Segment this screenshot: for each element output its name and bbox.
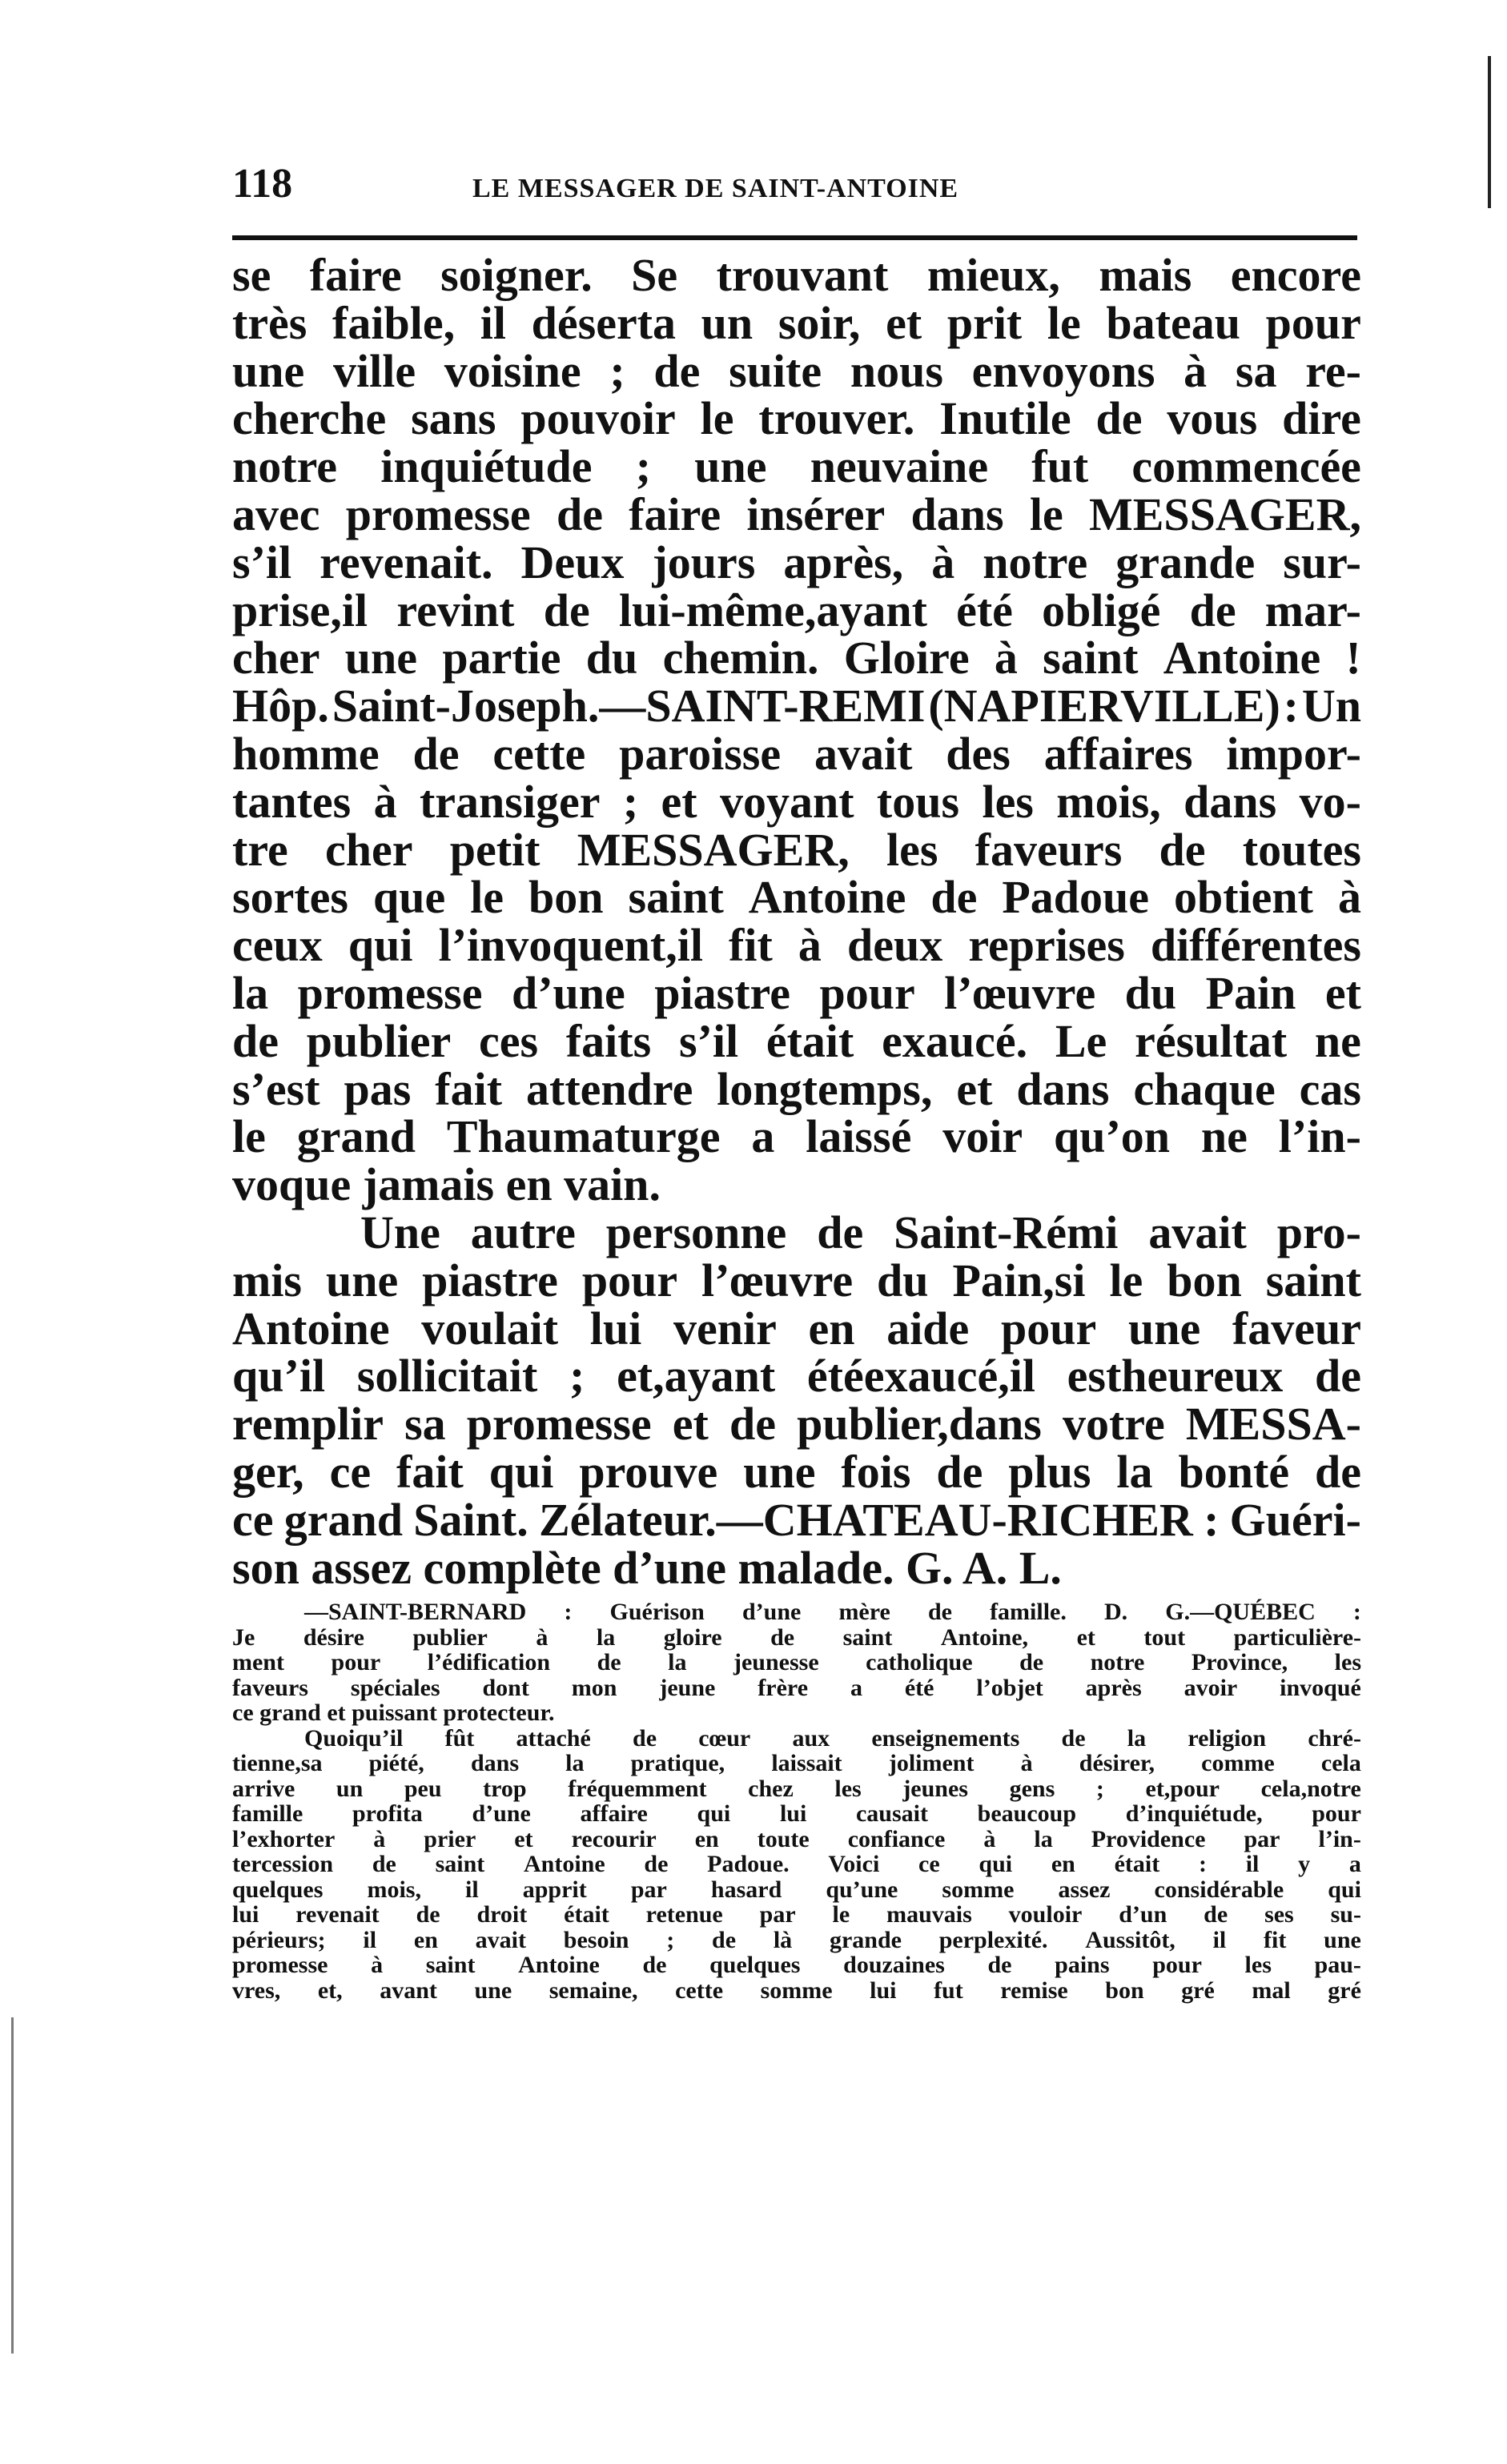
running-head <box>232 160 1361 232</box>
small-text-line: faveurs spéciales dont mon jeune frère a été l’objet après avoir invoqué <box>232 1674 1361 1701</box>
page <box>232 160 1361 2003</box>
small-text-line: —SAINT-BERNARD : Guérison d’une mère de famille. D. G.—QUÉBEC : <box>304 1599 1361 1626</box>
text-line: tre cher petit MESSAGER, les faveurs de toutes <box>232 823 1361 876</box>
text-line: s’il revenait. Deux jours après, à notre grande sur- <box>232 536 1361 588</box>
scan-edge-mark <box>1488 56 1491 208</box>
text-line: une ville voisine ; de suite nous envoyons à sa re- <box>232 344 1361 397</box>
text-line: Une autre personne de Saint-Rémi avait pro- <box>360 1206 1361 1258</box>
small-text-line: Je désire publier à la gloire de saint Antoine, et tout particulière- <box>232 1623 1361 1651</box>
small-text <box>232 1599 1361 2003</box>
small-text-line: famille profita d’une affaire qui lui causait beaucoup d’inquiétude, pour <box>232 1800 1361 1828</box>
small-text-line: lui revenait de droit était retenue par le mauvais vouloir d’un de ses su- <box>232 1901 1361 1928</box>
small-text-line: arrive un peu trop fréquemment chez les jeunes gens ; et,pour cela,notre <box>232 1775 1361 1802</box>
text-line: notre inquiétude ; une neuvaine fut commencée <box>232 440 1361 493</box>
text-line: ceux qui l’invoquent,il fit à deux reprises différentes <box>232 919 1361 972</box>
small-text-line: périeurs; il en avait besoin ; de là grande perplexité. Aussitôt, il fit une <box>232 1926 1361 1953</box>
text-line: de publier ces faits s’il était exaucé. Le résultat ne <box>232 1014 1361 1067</box>
text-line: son assez complète d’une malade. G. A. L. <box>232 1541 1062 1594</box>
small-text-line: Quoiqu’il fût attaché de cœur aux enseignements de la religion chré- <box>304 1724 1361 1752</box>
small-text-line: ment pour l’édification de la jeunesse catholique de notre Province, les <box>232 1649 1361 1676</box>
text-line: remplir sa promesse et de publier,dans votre MESSA- <box>232 1398 1361 1451</box>
text-line: la promesse d’une piastre pour l’œuvre du Pain et <box>232 966 1361 1019</box>
text-line: mis une piastre pour l’œuvre du Pain,si le bon saint <box>232 1254 1361 1306</box>
text-line: qu’il sollicitait ; et,ayant étéexaucé,il estheureux de <box>232 1350 1361 1403</box>
small-text-line: l’exhorter à prier et recourir en toute confiance à la Providence par l’in- <box>232 1825 1361 1852</box>
text-line: avec promesse de faire insérer dans le MESSAGER, <box>232 488 1361 540</box>
text-line: très faible, il déserta un soir, et prit le bateau pour <box>232 296 1361 349</box>
text-line: ce grand Saint. Zélateur.—CHATEAU-RICHER : Guéri- <box>232 1493 1361 1546</box>
small-text-line: tienne,sa piété, dans la pratique, laissait joliment à désirer, comme cela <box>232 1750 1361 1777</box>
small-text-line: promesse à saint Antoine de quelques douzaines de pains pour les pau- <box>232 1952 1361 1979</box>
small-text-line: vres, et, avant une semaine, cette somme lui fut remise bon gré mal gré <box>232 1976 1361 2004</box>
text-line: prise,il revint de lui-même,ayant été obligé de mar- <box>232 584 1361 636</box>
text-line: le grand Thaumaturge a laissé voir qu’on ne l’in- <box>232 1110 1361 1163</box>
small-text-line: quelques mois, il apprit par hasard qu’une somme assez considérable qui <box>232 1876 1361 1903</box>
text-line: tantes à transiger ; et voyant tous les mois, dans vo- <box>232 775 1361 828</box>
text-line: homme de cette paroisse avait des affaires impor- <box>232 727 1361 780</box>
text-line: s’est pas fait attendre longtemps, et dans chaque cas <box>232 1062 1361 1115</box>
running-title: LE MESSAGER DE SAINT-ANTOINE <box>472 174 959 203</box>
page-number: 118 <box>232 161 293 207</box>
small-text-line: tercession de saint Antoine de Padoue. Voici ce qui en était : il y a <box>232 1851 1361 1878</box>
text-line: cherche sans pouvoir le trouver. Inutile de vous dire <box>232 392 1361 445</box>
text-line: Hôp. Saint-Joseph.—SAINT-REMI (NAPIERVILLE) : Un <box>232 680 1361 732</box>
text-line: se faire soigner. Se trouvant mieux, mais encore <box>232 249 1361 301</box>
text-line: sortes que le bon saint Antoine de Padoue obtient à <box>232 871 1361 924</box>
text-line: Antoine voulait lui venir en aide pour une faveur <box>232 1302 1361 1354</box>
main-text <box>232 249 1361 1594</box>
text-line: cher une partie du chemin. Gloire à saint Antoine ! <box>232 632 1361 684</box>
scan-edge-mark <box>11 2017 14 2354</box>
text-line: voque jamais en vain. <box>232 1158 661 1211</box>
text-line: ger, ce fait qui prouve une fois de plus la bonté de <box>232 1445 1361 1498</box>
small-text-line: ce grand et puissant protecteur. <box>232 1700 555 1727</box>
header-rule <box>232 235 1357 240</box>
